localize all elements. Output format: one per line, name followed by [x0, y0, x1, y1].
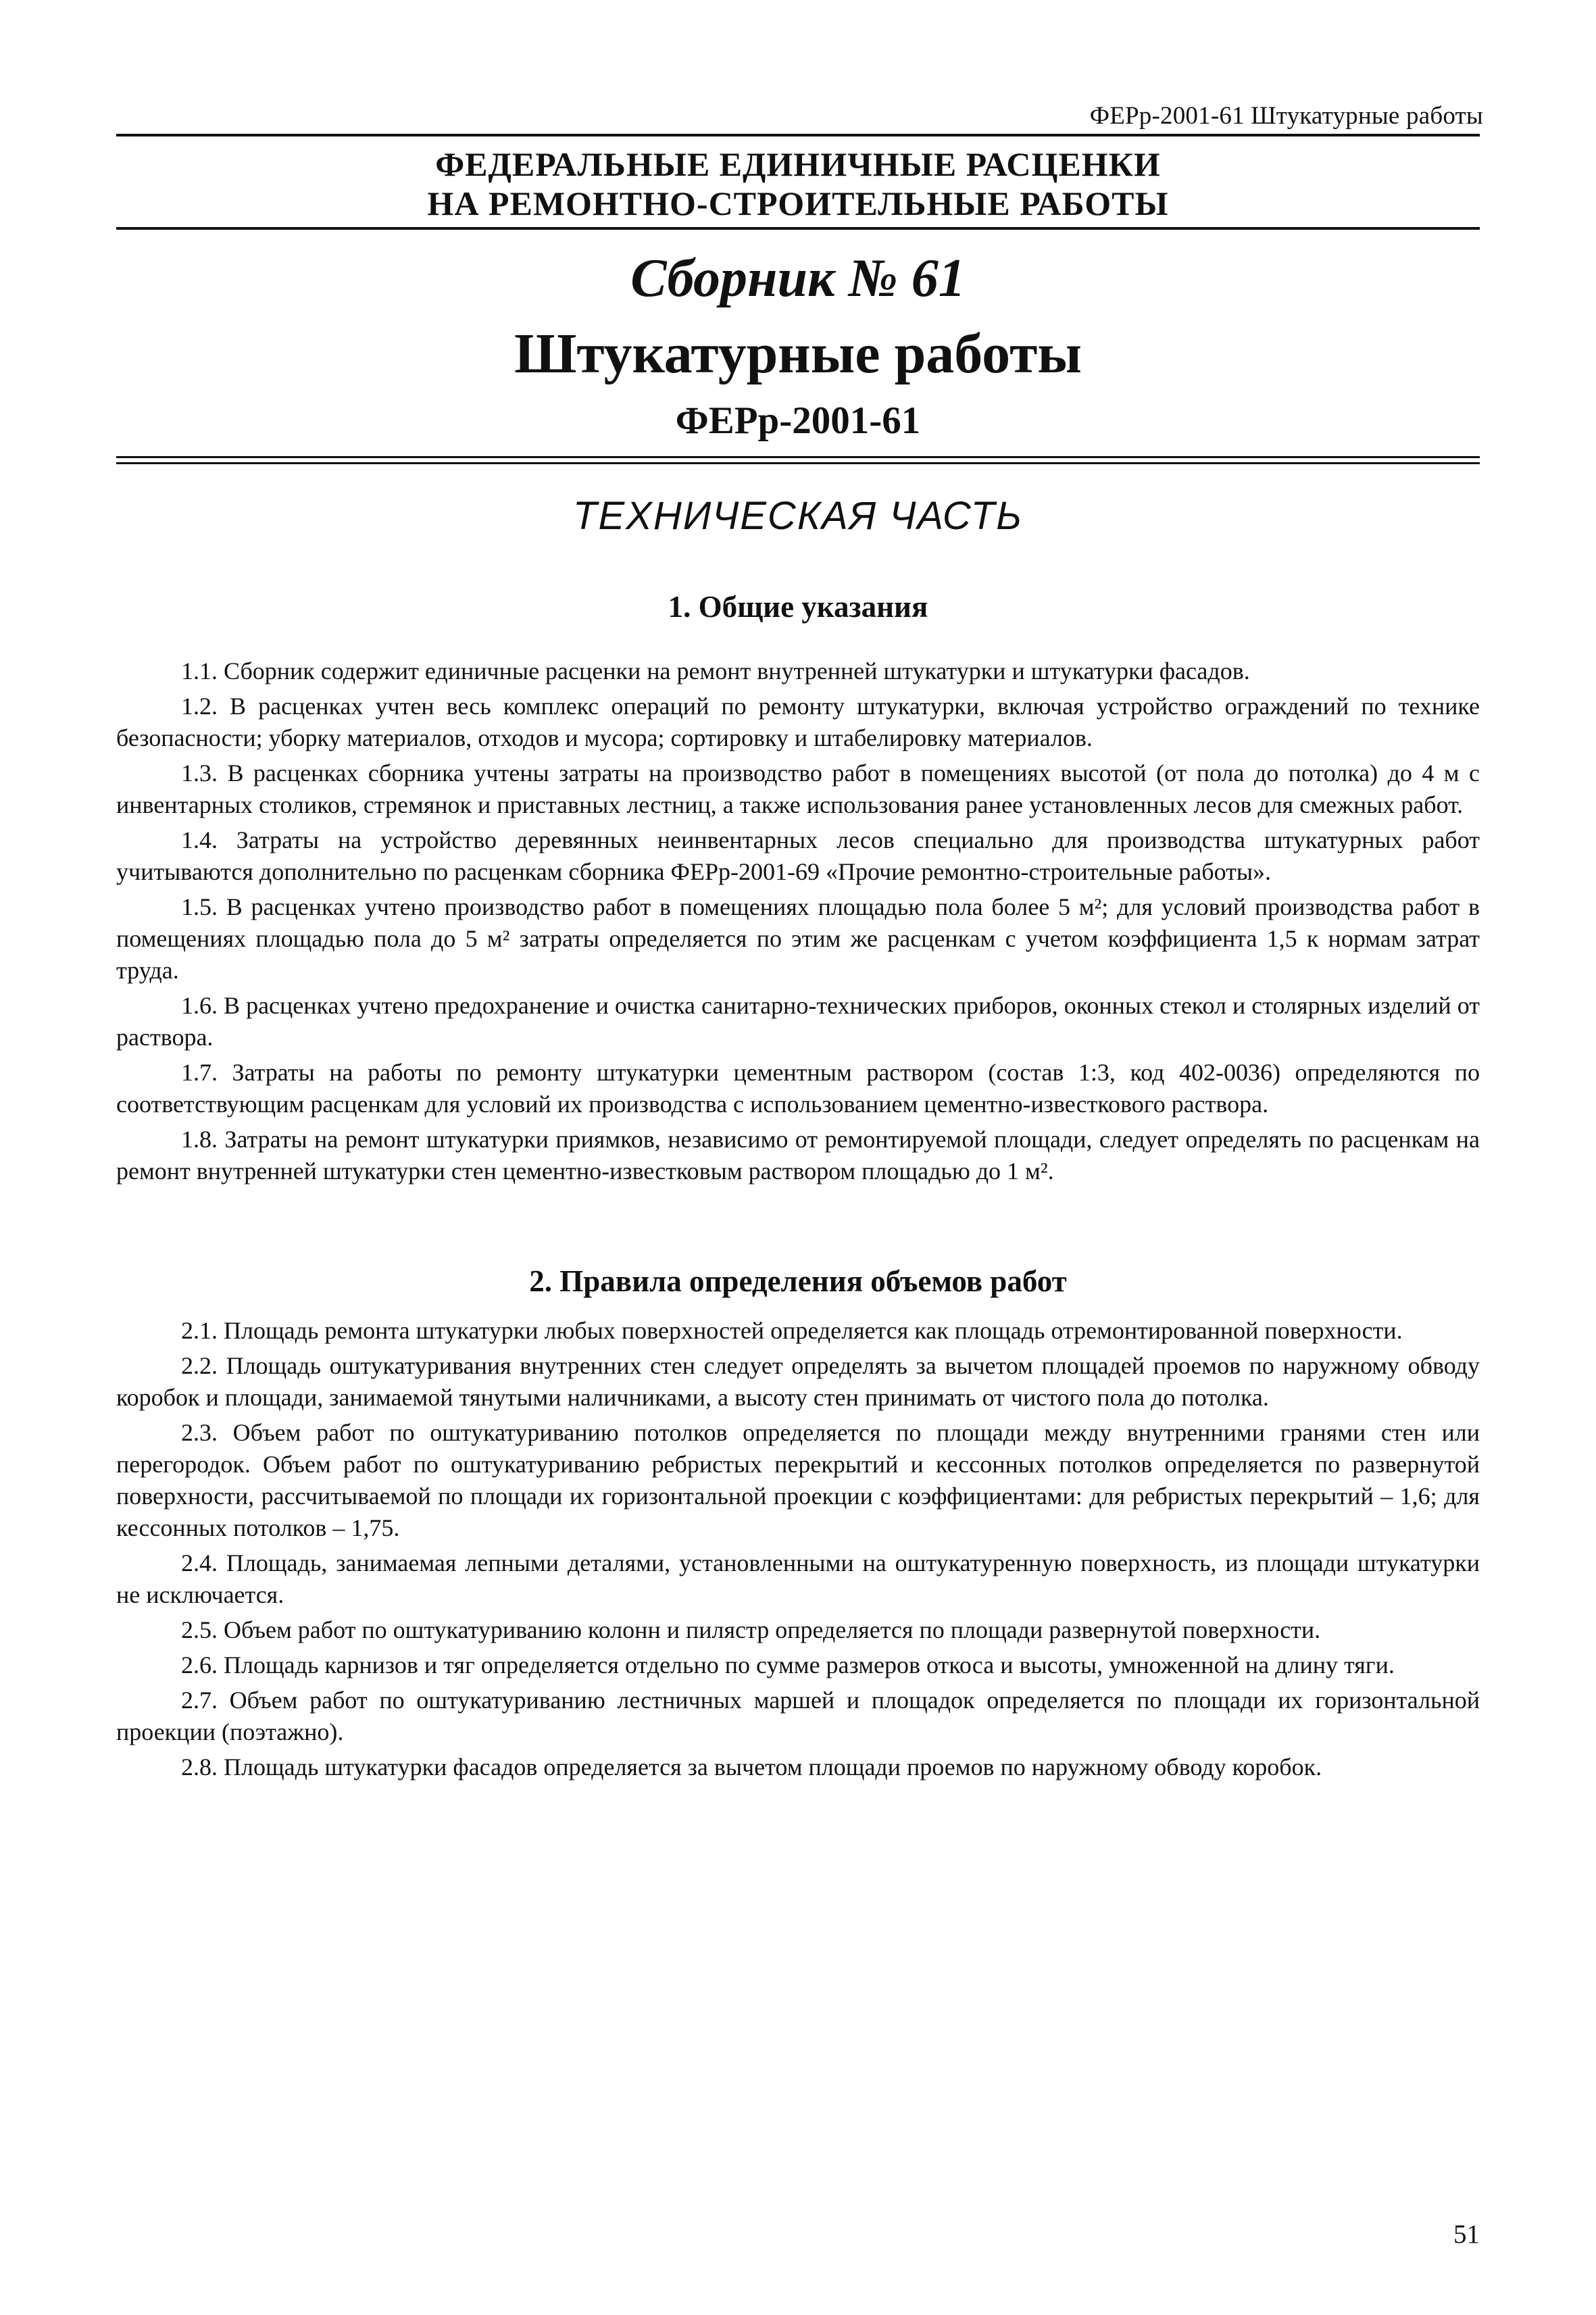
main-title — [116, 145, 1480, 223]
section-body — [116, 655, 1480, 1191]
section-heading: 1. Общие указания — [668, 590, 928, 624]
double-rule-bottom — [116, 462, 1480, 464]
paragraph: 2.4. Площадь, занимаемая лепными деталями, установленными на оштукатуренную поверхность, из площади штукатурки не исключается. — [116, 1549, 1480, 1608]
title-rule — [116, 227, 1480, 230]
main-title-line-2: НА РЕМОНТНО-СТРОИТЕЛЬНЫЕ РАБОТЫ — [427, 184, 1169, 222]
paragraph: 1.1. Сборник содержит единичные расценки на ремонт внутренней штукатурки и штукатурки фасадов. — [181, 657, 1250, 684]
paragraph: 2.3. Объем работ по оштукатуриванию потолков определяется по площади между внутренними гранями стен или перегородок. Объем работ по оштукатуриванию ребристых перекрытий и кессонных потолков определяется по развернутой поверхности, рассчитываемой по площади их горизонтальной проекции с коэффициентами: для ребристых перекрытий – 1,6; для кессонных потолков – 1,75. — [116, 1419, 1480, 1541]
paragraph: 1.4. Затраты на устройство деревянных неинвентарных лесов специально для производства штукатурных работ учитываются дополнительно по расценкам сборника ФЕРр-2001-69 «Прочие ремонтно-строительные работы». — [116, 826, 1480, 885]
header-rule — [116, 134, 1480, 136]
paragraph: 1.5. В расценках учтено производство работ в помещениях площадью пола более 5 м²; для условий производства работ в помещениях площадью пола до 5 м² затраты определяется по этим же расценкам с учетом коэффициента 1,5 к нормам затрат труда. — [116, 893, 1480, 984]
paragraph: 2.6. Площадь карнизов и тяг определяется отдельно по сумме размеров откоса и высоты, умноженной на длину тяги. — [181, 1651, 1395, 1678]
collection-number: Сборник № 61 — [630, 249, 966, 308]
paragraph: 2.2. Площадь оштукатуривания внутренних стен следует определять за вычетом площадей проемов по наружному обводу коробок и площади, занимаемой тянутыми наличниками, а высоту стен принимать от чистого пола до потолка. — [116, 1352, 1480, 1411]
running-header: ФЕРр-2001-61 Штукатурные работы — [1089, 102, 1483, 130]
paragraph: 1.3. В расценках сборника учтены затраты на производство работ в помещениях высотой (от пола до потолка) до 4 м с инвентарных столиков, стремянок и приставных лестниц, а также использования ранее установленных лесов для смежных работ. — [116, 760, 1480, 818]
paragraph: 1.8. Затраты на ремонт штукатурки приямков, независимо от ремонтируемой площади, следует определять по расценкам на ремонт внутренней штукатурки стен цементно-известковым раствором площадью до 1 м². — [116, 1126, 1480, 1185]
main-title-line-1: ФЕДЕРАЛЬНЫЕ ЕДИНИЧНЫЕ РАСЦЕНКИ — [435, 145, 1161, 183]
paragraph: 1.6. В расценках учтено предохранение и очистка санитарно-технических приборов, оконных стекол и столярных изделий от раствора. — [116, 992, 1480, 1051]
paragraph: 2.5. Объем работ по оштукатуриванию колонн и пилястр определяется по площади развернутой поверхности. — [181, 1616, 1321, 1643]
double-rule-top — [116, 456, 1480, 458]
technical-part-title: ТЕХНИЧЕСКАЯ ЧАСТЬ — [573, 494, 1023, 538]
paragraph: 2.1. Площадь ремонта штукатурки любых поверхностей определяется как площадь отремонтированной поверхности. — [181, 1317, 1403, 1344]
section-heading: 2. Правила определения объемов работ — [529, 1264, 1067, 1298]
page-number: 51 — [1453, 2220, 1480, 2249]
paragraph: 1.7. Затраты на работы по ремонту штукатурки цементным раствором (состав 1:3, код 402-0036) определяются по соответствующим расценкам для условий их производства с использованием цементно-известкового раствора. — [116, 1059, 1480, 1118]
paragraph: 2.8. Площадь штукатурки фасадов определяется за вычетом площади проемов по наружному обводу коробок. — [181, 1753, 1322, 1781]
collection-name: Штукатурные работы — [514, 322, 1082, 385]
collection-code: ФЕРр-2001-61 — [675, 399, 921, 442]
section-body — [116, 1315, 1480, 1787]
paragraph: 1.2. В расценках учтен весь комплекс операций по ремонту штукатурки, включая устройство ограждений по технике безопасности; уборку материалов, отходов и мусора; сортировку и штабелировку материалов. — [116, 693, 1480, 751]
paragraph: 2.7. Объем работ по оштукатуриванию лестничных маршей и площадок определяется по площади их горизонтальной проекции (поэтажно). — [116, 1687, 1480, 1745]
